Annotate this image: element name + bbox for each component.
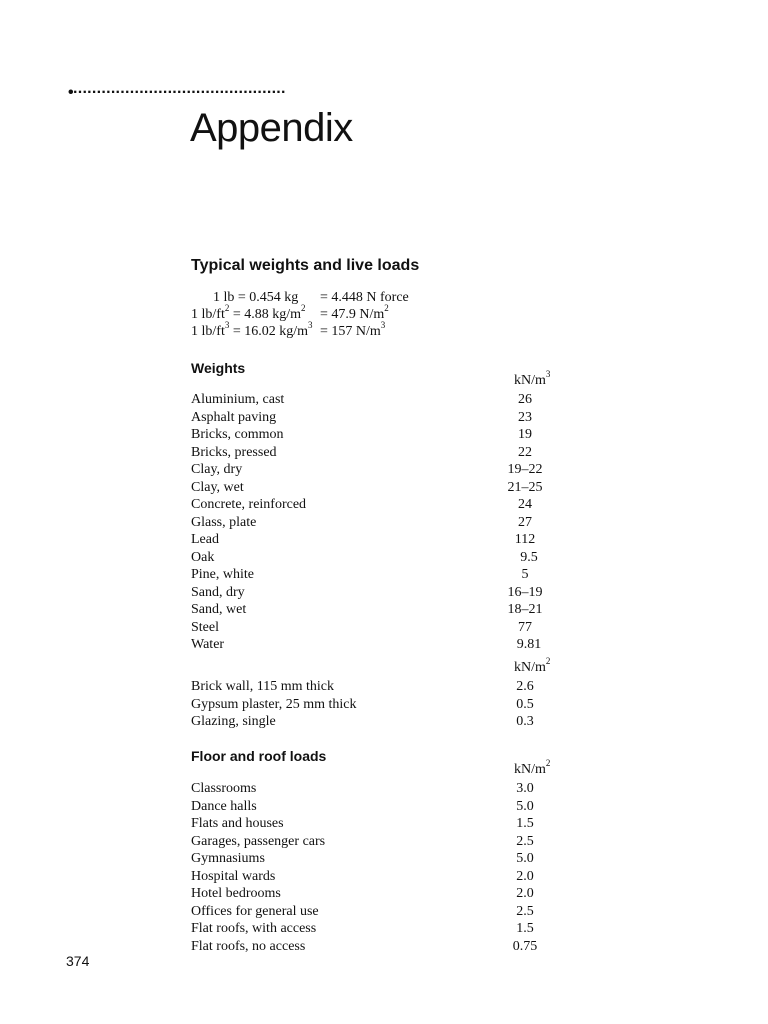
conversion-left: 1 lb = 0.454 kg (213, 290, 299, 305)
item-value: 2.0 (516, 886, 534, 901)
item-value: 2.0 (516, 868, 534, 884)
item-value: 77 (518, 619, 532, 635)
superscript: 2 (545, 758, 551, 769)
item-name: Classrooms (191, 781, 257, 796)
item-name: Sand, dry (191, 584, 245, 600)
superscript: 2 (301, 303, 306, 314)
table-row (191, 885, 561, 903)
item-name: Steel (191, 619, 219, 635)
page-number: 374 (66, 953, 90, 969)
item-name: Bricks, common (191, 427, 284, 442)
conversion-right: = 157 N/m (320, 324, 381, 339)
item-name: Dance halls (191, 798, 257, 814)
superscript: 3 (224, 320, 230, 331)
superscript: 3 (545, 369, 551, 380)
area-weights-unit-header (514, 656, 551, 676)
table-row (191, 426, 561, 444)
table-row (191, 514, 561, 532)
table-row (191, 531, 561, 549)
item-name: Clay, wet (191, 479, 244, 495)
weights-heading: Weights (191, 360, 246, 376)
item-name: Sand, wet (191, 602, 247, 617)
item-value: 9.81 (516, 637, 542, 652)
table-row (191, 479, 561, 497)
item-value: 0.3 (516, 714, 534, 729)
item-value: 0.5 (516, 696, 534, 712)
item-name: Bricks, pressed (191, 444, 277, 460)
item-value: 1.5 (516, 816, 534, 831)
table-row (191, 391, 561, 409)
conversion-right: = 4.448 N force (320, 290, 409, 305)
page-title: Appendix (190, 106, 353, 150)
item-name: Flat roofs, with access (191, 921, 317, 936)
item-value: 5.0 (516, 851, 534, 866)
item-value: 5 (521, 567, 529, 582)
conversion-middle: = 16.02 kg/m (229, 324, 309, 339)
item-value: 2.5 (516, 833, 534, 849)
table-row (191, 868, 561, 886)
superscript: 3 (308, 320, 313, 331)
floor-loads-table (191, 780, 561, 955)
table-row (191, 798, 561, 816)
table-row (191, 444, 561, 462)
floor-loads-heading: Floor and roof loads (191, 748, 327, 764)
weights-unit-header (514, 369, 551, 389)
table-row (191, 566, 561, 584)
item-value: 27 (518, 514, 532, 530)
decorative-dotted-rule: •············································· (68, 84, 286, 101)
weights-table (191, 391, 561, 654)
item-name: Offices for general use (191, 903, 319, 919)
item-name: Glazing, single (191, 714, 276, 729)
table-row (191, 584, 561, 602)
item-name: Gypsum plaster, 25 mm thick (191, 696, 357, 712)
item-value: 2.6 (516, 679, 534, 694)
item-name: Hotel bedrooms (191, 886, 281, 901)
area-weights-table (191, 678, 561, 731)
item-value: 1.5 (516, 921, 534, 936)
table-row (191, 409, 561, 427)
superscript: 2 (384, 303, 389, 314)
conversion-left: 1 lb/ft (191, 324, 225, 339)
table-row (191, 713, 561, 731)
item-name: Garages, passenger cars (191, 833, 326, 849)
item-value: 19 (518, 427, 532, 442)
table-row (191, 850, 561, 868)
table-row (191, 549, 561, 567)
table-row (191, 678, 561, 696)
item-value: 22 (518, 444, 532, 460)
table-row (191, 920, 561, 938)
item-name: Concrete, reinforced (191, 497, 307, 512)
conversion-left: 1 lb/ft (191, 307, 225, 322)
item-name: Brick wall, 115 mm thick (191, 679, 334, 694)
item-value: 26 (518, 392, 532, 407)
item-value: 5.0 (516, 798, 534, 814)
conversion-middle: = 4.88 kg/m (229, 307, 302, 322)
item-value: 112 (514, 532, 536, 547)
item-name: Lead (191, 532, 219, 547)
superscript: 3 (380, 320, 386, 331)
section-heading: Typical weights and live loads (191, 257, 420, 274)
table-row (191, 461, 561, 479)
table-row (191, 696, 561, 714)
item-name: Hospital wards (191, 868, 276, 884)
table-row (191, 903, 561, 921)
item-value: 21–25 (507, 479, 543, 495)
item-name: Flats and houses (191, 816, 284, 831)
item-value: 18–21 (507, 602, 543, 617)
item-value: 23 (518, 409, 532, 425)
item-name: Asphalt paving (191, 409, 277, 425)
table-row (191, 619, 561, 637)
item-name: Flat roofs, no access (191, 938, 306, 954)
item-name: Pine, white (191, 567, 254, 582)
table-row (191, 496, 561, 514)
item-name: Water (191, 637, 225, 652)
item-value: 3.0 (516, 781, 534, 796)
table-row (191, 780, 561, 798)
unit-label: kN/m (514, 762, 546, 777)
item-value: 24 (518, 497, 532, 512)
item-name: Oak (191, 549, 215, 565)
item-name: Glass, plate (191, 514, 257, 530)
floor-loads-unit-header (514, 758, 551, 778)
unit-label: kN/m (514, 660, 546, 675)
superscript: 2 (224, 303, 230, 314)
item-name: Gymnasiums (191, 851, 265, 866)
item-value: 19–22 (507, 462, 543, 477)
conversion-right: = 47.9 N/m (320, 307, 385, 322)
table-row (191, 833, 561, 851)
item-name: Clay, dry (191, 462, 243, 477)
item-value: 0.75 (512, 938, 538, 954)
item-value: 2.5 (516, 903, 534, 919)
table-row (191, 938, 561, 956)
item-value: 16–19 (507, 584, 543, 600)
item-name: Aluminium, cast (191, 392, 285, 407)
table-row (191, 636, 561, 654)
superscript: 2 (545, 656, 551, 667)
table-row (191, 601, 561, 619)
unit-label: kN/m (514, 373, 546, 388)
item-value: 9.5 (520, 549, 538, 565)
table-row (191, 815, 561, 833)
